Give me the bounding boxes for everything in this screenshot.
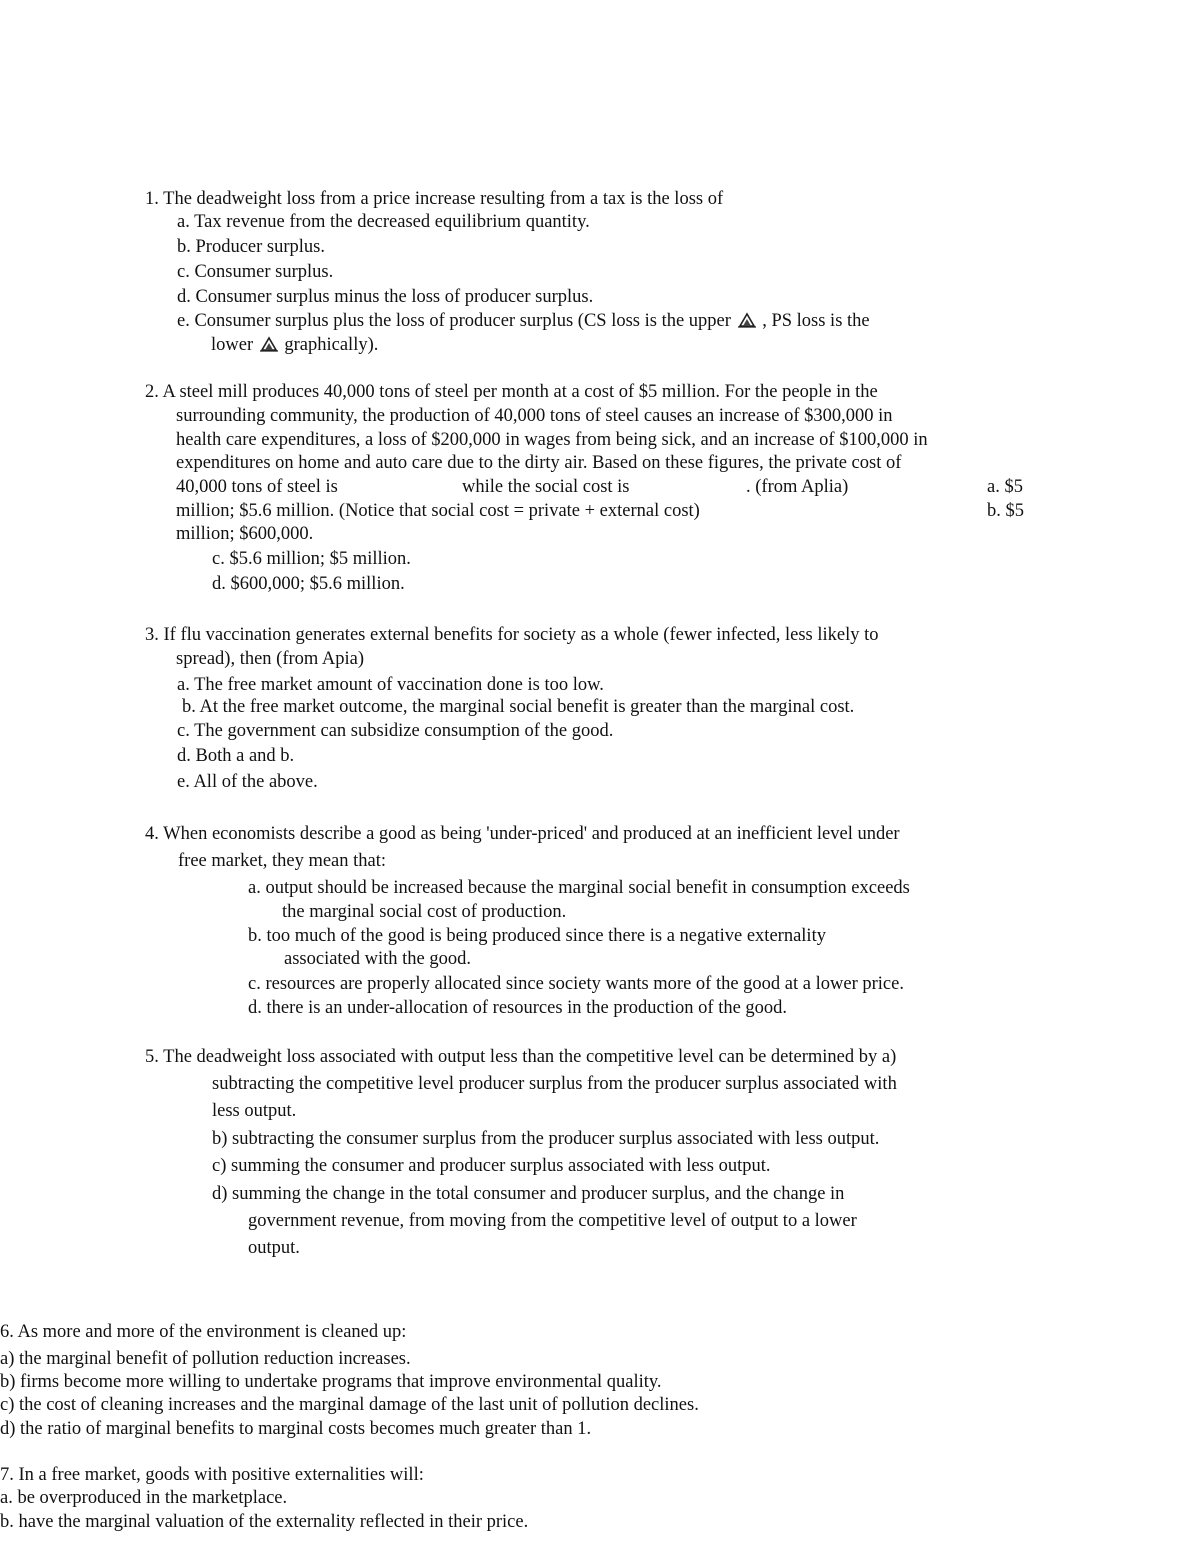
q1-option-e-text-3: lower xyxy=(211,335,254,355)
q7-option-a: a. be overproduced in the marketplace. xyxy=(0,1488,288,1508)
triangle-shape-icon xyxy=(259,335,279,353)
q7-option-b: b. have the marginal valuation of the externality reflected in their price. xyxy=(0,1512,529,1532)
q6-option-d: d) the ratio of marginal benefits to marginal costs becomes much greater than 1. xyxy=(0,1419,592,1439)
q4-option-b-line2: associated with the good. xyxy=(284,949,472,969)
q4-option-a-line1: a. output should be increased because the marginal social benefit in consumption exceeds xyxy=(248,878,910,898)
q4-option-c: c. resources are properly allocated since society wants more of the good at a lower price. xyxy=(248,974,904,994)
q2-stem-line5c: . (from Aplia) xyxy=(746,477,849,497)
q6-option-c: c) the cost of cleaning increases and the marginal damage of the last unit of pollution declines. xyxy=(0,1395,699,1415)
q5-option-a-line3: less output. xyxy=(212,1101,297,1121)
q1-option-e-line2 xyxy=(211,334,378,356)
q5-option-c: c) summing the consumer and producer surplus associated with less output. xyxy=(212,1156,771,1176)
q1-option-e-text-1: e. Consumer surplus plus the loss of producer surplus (CS loss is the upper xyxy=(177,311,731,331)
q2-option-c: c. $5.6 million; $5 million. xyxy=(212,549,411,569)
q1-option-b: b. Producer surplus. xyxy=(177,237,325,257)
q2-stem-line5a: 40,000 tons of steel is xyxy=(176,477,338,497)
q2-stem-line1: 2. A steel mill produces 40,000 tons of steel per month at a cost of $5 million. For the people in the xyxy=(145,382,878,402)
q3-option-a: a. The free market amount of vaccination done is too low. xyxy=(177,675,604,695)
q1-option-a: a. Tax revenue from the decreased equilibrium quantity. xyxy=(177,212,590,232)
q4-option-b-line1: b. too much of the good is being produced since there is a negative externality xyxy=(248,926,826,946)
q2-stem-line2: surrounding community, the production of 40,000 tons of steel causes an increase of $300,000 in xyxy=(176,406,893,426)
q3-option-c: c. The government can subsidize consumption of the good. xyxy=(177,721,614,741)
q2-option-b-rest: million; $600,000. xyxy=(176,524,314,544)
q2-stem-line5b: while the social cost is xyxy=(462,477,630,497)
q1-option-e-line1 xyxy=(177,310,870,332)
q5-option-b: b) subtracting the consumer surplus from the producer surplus associated with less output. xyxy=(212,1129,880,1149)
q2-option-b-start: b. $5 xyxy=(987,501,1024,521)
q5-option-a-line2: subtracting the competitive level producer surplus from the producer surplus associated with xyxy=(212,1074,897,1094)
q2-option-d: d. $600,000; $5.6 million. xyxy=(212,574,405,594)
q1-option-e-text-4: graphically). xyxy=(284,335,379,355)
q5-option-d-line2: government revenue, from moving from the competitive level of output to a lower xyxy=(248,1211,857,1231)
q4-option-d: d. there is an under-allocation of resources in the production of the good. xyxy=(248,998,788,1018)
q4-stem-line1: 4. When economists describe a good as being 'under-priced' and produced at an inefficient level under xyxy=(145,824,900,844)
q4-stem-line2: free market, they mean that: xyxy=(178,851,387,871)
q5-stem-line1: 5. The deadweight loss associated with output less than the competitive level can be determined by a) xyxy=(145,1047,897,1067)
triangle-shape-icon xyxy=(737,311,757,329)
q5-option-d-line1: d) summing the change in the total consumer and producer surplus, and the change in xyxy=(212,1184,845,1204)
q3-stem-line2: spread), then (from Apia) xyxy=(176,649,365,669)
q7-stem: 7. In a free market, goods with positive externalities will: xyxy=(0,1465,424,1485)
q6-option-a: a) the marginal benefit of pollution reduction increases. xyxy=(0,1349,411,1369)
q6-stem: 6. As more and more of the environment is cleaned up: xyxy=(0,1322,407,1342)
q3-stem-line1: 3. If flu vaccination generates external benefits for society as a whole (fewer infected, less likely to xyxy=(145,625,879,645)
q2-stem-line3: health care expenditures, a loss of $200,000 in wages from being sick, and an increase of $100,000 in xyxy=(176,430,928,450)
q5-option-d-line3: output. xyxy=(248,1238,300,1258)
q2-stem-line4: expenditures on home and auto care due to the dirty air. Based on these figures, the private cost of xyxy=(176,453,902,473)
q6-option-b: b) firms become more willing to undertake programs that improve environmental quality. xyxy=(0,1372,662,1392)
q3-option-e: e. All of the above. xyxy=(177,772,318,792)
q2-option-a-rest: million; $5.6 million. (Notice that social cost = private + external cost) xyxy=(176,501,700,521)
q1-option-d: d. Consumer surplus minus the loss of producer surplus. xyxy=(177,287,594,307)
q3-option-d: d. Both a and b. xyxy=(177,746,295,766)
q4-option-a-line2: the marginal social cost of production. xyxy=(282,902,567,922)
q1-stem: 1. The deadweight loss from a price increase resulting from a tax is the loss of xyxy=(145,189,724,209)
q3-option-b: b. At the free market outcome, the marginal social benefit is greater than the marginal cost. xyxy=(182,697,855,717)
q2-option-a-start: a. $5 xyxy=(987,477,1023,497)
q1-option-c: c. Consumer surplus. xyxy=(177,262,334,282)
q1-option-e-text-2: , PS loss is the xyxy=(762,311,870,331)
